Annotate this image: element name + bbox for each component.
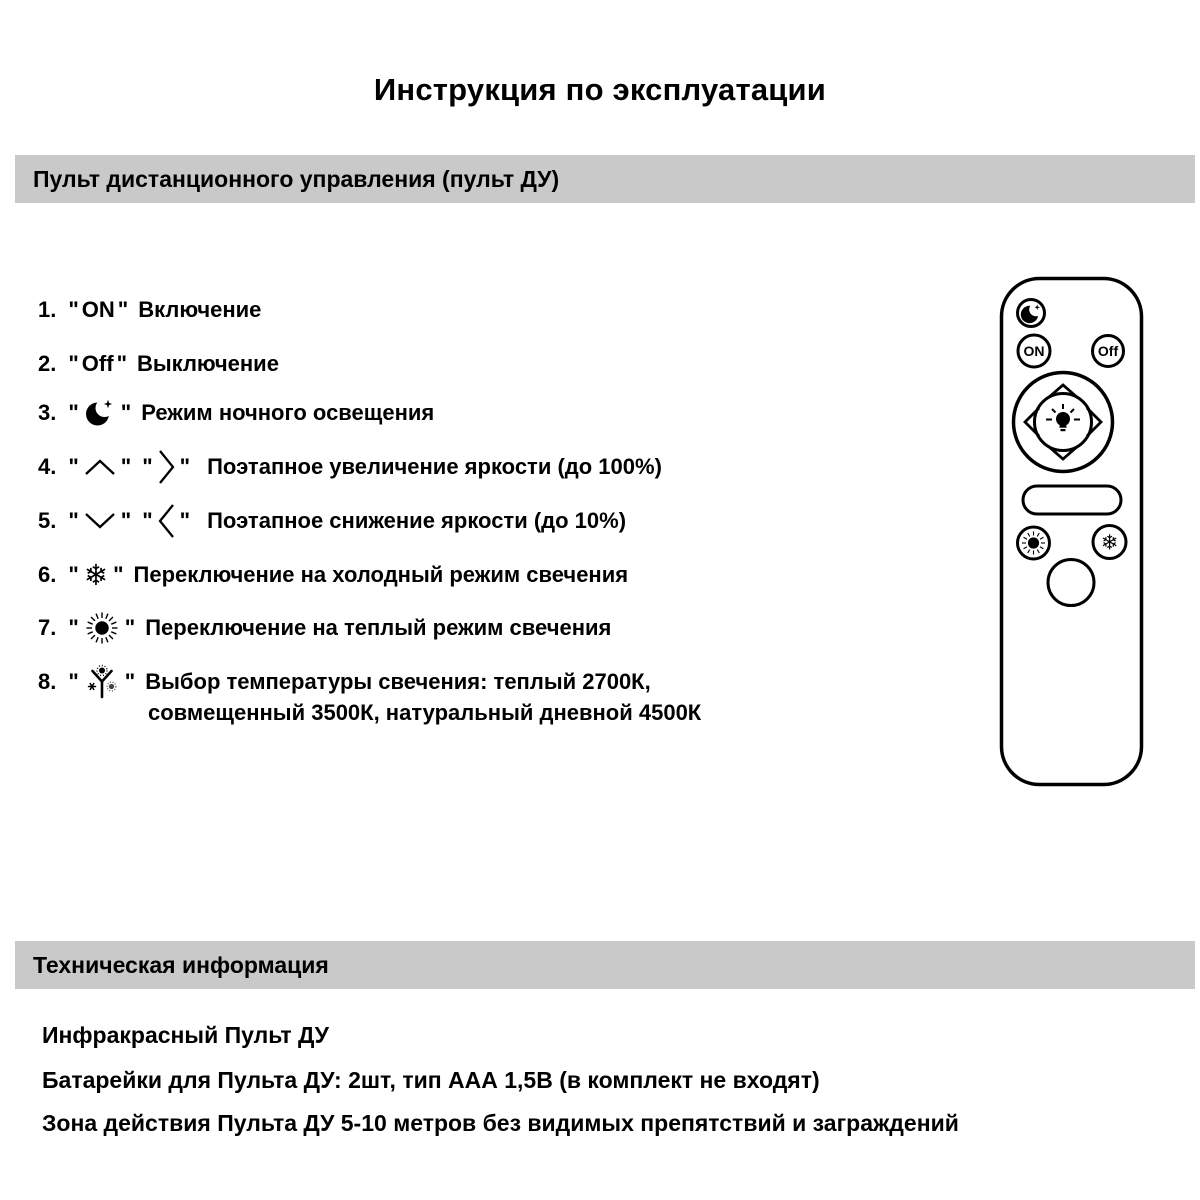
quote-mark: " — [117, 297, 129, 322]
off-key-label: Off — [81, 351, 114, 376]
snowflake-icon: ❄ — [1100, 530, 1119, 555]
item-label: Режим ночного освещения — [141, 400, 435, 425]
quote-mark: " — [120, 400, 132, 425]
tech-info-line: Зона действия Пульта ДУ 5-10 метров без видимых препятствий и заграждений — [42, 1110, 959, 1136]
quote-mark: " — [179, 454, 191, 479]
quote-mark: " — [68, 562, 79, 587]
list-item-brightness-up — [38, 450, 662, 484]
list-item-on — [38, 293, 261, 327]
section-heading-remote — [15, 155, 1195, 203]
moon-icon — [1021, 306, 1038, 323]
quote-mark: " — [179, 508, 191, 533]
section-heading-tech — [15, 941, 1195, 989]
quote-mark: " — [124, 615, 136, 640]
quote-mark: " — [124, 669, 136, 694]
item-label: Поэтапное снижение яркости (до 10%) — [207, 508, 627, 533]
list-item-off — [38, 347, 279, 381]
quote-mark: " — [142, 508, 153, 533]
item-number: 2. — [38, 351, 57, 376]
moon-icon — [84, 397, 116, 429]
list-item-warm-mode — [38, 611, 611, 645]
page-title: Инструкция по эксплуатации — [373, 72, 827, 107]
chevron-left-icon — [158, 503, 175, 539]
item-label: Выбор температуры свечения: теплый 2700К, — [145, 669, 651, 694]
on-key-label: ON — [81, 297, 115, 322]
quote-mark: " — [68, 615, 79, 640]
quote-mark: " — [68, 508, 79, 533]
item-number: 1. — [38, 297, 57, 322]
item-label: Выключение — [137, 351, 279, 376]
on-button-label: ON — [1023, 343, 1045, 359]
item-number: 8. — [38, 669, 57, 694]
list-item-brightness-down — [38, 504, 626, 538]
item-label: Переключение на теплый режим свечения — [145, 615, 612, 640]
item-label: Поэтапное увеличение яркости (до 100%) — [207, 454, 662, 479]
section-heading-remote-label: Пульт дистанционного управления (пульт ДУ) — [33, 165, 560, 192]
item-label: Включение — [138, 297, 262, 322]
remote-control-illustration — [999, 276, 1145, 788]
item-number: 5. — [38, 508, 57, 533]
off-button-label: Off — [1097, 343, 1119, 359]
item-number: 7. — [38, 615, 57, 640]
quote-mark: " — [113, 562, 124, 587]
quote-mark: " — [68, 297, 79, 322]
snowflake-icon: ❄ — [83, 558, 109, 592]
chevron-right-icon — [158, 449, 175, 485]
item-number: 3. — [38, 400, 57, 425]
chevron-down-icon — [84, 512, 116, 530]
list-item-night-mode — [38, 396, 434, 430]
item-label-line2: совмещенный 3500К, натуральный дневной 4500К — [148, 700, 702, 725]
quote-mark: " — [116, 351, 127, 376]
quote-mark: " — [68, 454, 79, 479]
section-heading-tech-label: Техническая информация — [33, 951, 329, 978]
tech-info-line: Инфракрасный Пульт ДУ — [42, 1022, 329, 1048]
warm-mode-button — [1018, 527, 1050, 559]
quote-mark: " — [68, 400, 79, 425]
item-label: Переключение на холодный режим свечения — [133, 562, 629, 587]
quote-mark: " — [120, 454, 132, 479]
item-number: 6. — [38, 562, 57, 587]
sun-icon — [84, 610, 120, 646]
quote-mark: " — [120, 508, 132, 533]
chevron-up-icon — [84, 458, 116, 476]
quote-mark: " — [142, 454, 153, 479]
list-item-cold-mode — [38, 558, 628, 592]
tech-info-line: Батарейки для Пульта ДУ: 2шт, тип ААА 1,5В (в комплект не входят) — [42, 1067, 820, 1093]
quote-mark: " — [68, 669, 79, 694]
quote-mark: " — [68, 351, 79, 376]
color-temperature-icon — [84, 664, 120, 700]
list-item-color-temperature — [38, 665, 651, 699]
item-number: 4. — [38, 454, 57, 479]
